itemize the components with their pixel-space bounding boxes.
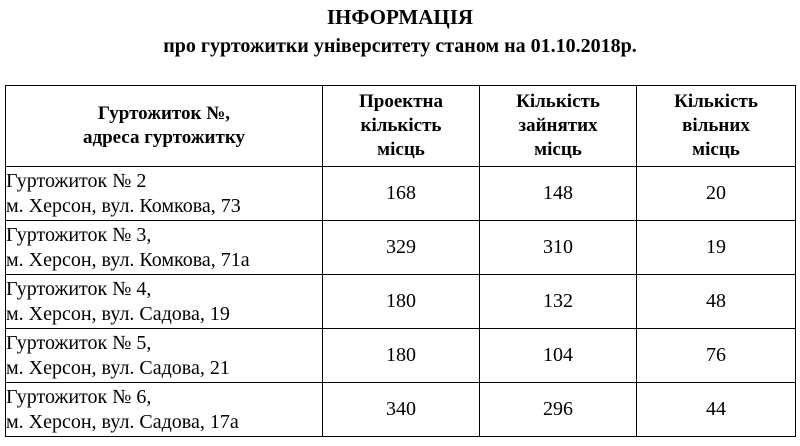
cell-dormitory-name: Гуртожиток № 3, м. Херсон, вул. Комкова, 71а: [6, 221, 323, 275]
cell-free-places: 48: [637, 275, 796, 329]
cell-dormitory-name: Гуртожиток № 6, м. Херсон, вул. Садова, 17а: [6, 383, 323, 437]
table-row: [6, 329, 796, 383]
cell-dormitory-name: Гуртожиток № 2 м. Херсон, вул. Комкова, 73: [6, 167, 323, 221]
dormitory-table: [5, 85, 796, 437]
header-row: [6, 86, 796, 167]
cell-free-places: 20: [637, 167, 796, 221]
table-row: [6, 383, 796, 437]
cell-free-places: 76: [637, 329, 796, 383]
cell-occupied-places: 148: [480, 167, 637, 221]
cell-design-capacity: 168: [323, 167, 480, 221]
cell-design-capacity: 180: [323, 275, 480, 329]
header-free-places: Кількість вільних місць: [637, 86, 796, 167]
table-row: [6, 275, 796, 329]
cell-free-places: 19: [637, 221, 796, 275]
table-body: [6, 167, 796, 437]
cell-occupied-places: 104: [480, 329, 637, 383]
document-subtitle: про гуртожитки університету станом на 01.10.2018р.: [163, 35, 637, 57]
header-occupied-places: Кількість зайнятих місць: [480, 86, 637, 167]
cell-design-capacity: 340: [323, 383, 480, 437]
cell-design-capacity: 180: [323, 329, 480, 383]
document-title: ІНФОРМАЦІЯ: [326, 5, 474, 29]
cell-occupied-places: 296: [480, 383, 637, 437]
cell-free-places: 44: [637, 383, 796, 437]
table-row: [6, 167, 796, 221]
header-dormitory-address: Гуртожиток №, адреса гуртожитку: [6, 86, 323, 167]
cell-dormitory-name: Гуртожиток № 5, м. Херсон, вул. Садова, 21: [6, 329, 323, 383]
cell-design-capacity: 329: [323, 221, 480, 275]
header-design-capacity: Проектна кількість місць: [323, 86, 480, 167]
cell-occupied-places: 132: [480, 275, 637, 329]
cell-dormitory-name: Гуртожиток № 4, м. Херсон, вул. Садова, 19: [6, 275, 323, 329]
table-header: [6, 86, 796, 167]
table-row: [6, 221, 796, 275]
cell-occupied-places: 310: [480, 221, 637, 275]
